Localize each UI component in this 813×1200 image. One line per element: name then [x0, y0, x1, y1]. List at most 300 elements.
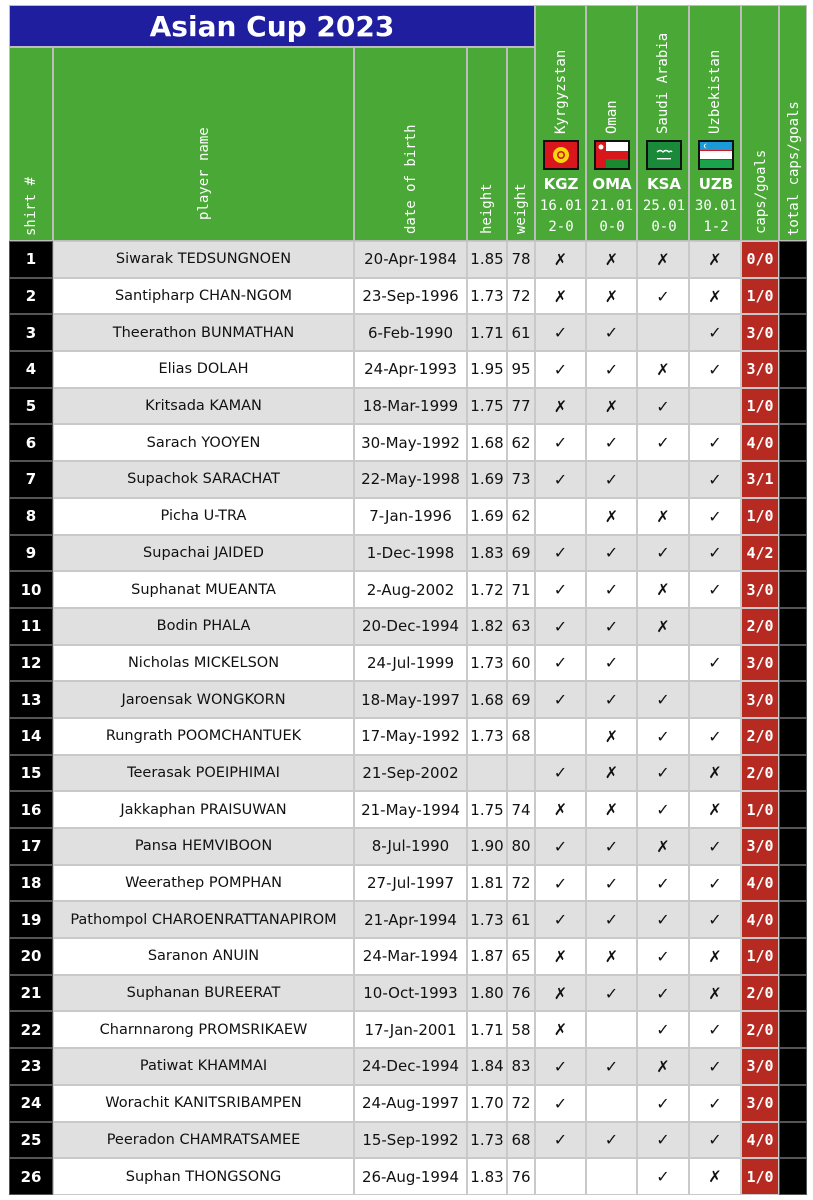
cell-dob: 10-Oct-1993: [354, 975, 467, 1012]
cell-dob: 6-Feb-1990: [354, 314, 467, 351]
cell-caps-goals: 3/0: [741, 351, 779, 388]
header-height-label: height: [479, 183, 495, 234]
cell-weight: 69: [507, 535, 535, 572]
cell-match-oma: ✓: [586, 535, 637, 572]
cell-caps-goals: 3/0: [741, 571, 779, 608]
match-date-oma: 21.01: [590, 198, 634, 214]
cell-match-uzb: ✓: [689, 1085, 741, 1122]
cell-caps-goals: 3/0: [741, 314, 779, 351]
cell-total: [779, 645, 807, 682]
cell-total: [779, 314, 807, 351]
cell-num: 6: [9, 424, 53, 461]
cell-num: 16: [9, 791, 53, 828]
cell-match-oma: ✓: [586, 865, 637, 902]
cell-total: [779, 388, 807, 425]
cell-match-uzb: ✓: [689, 718, 741, 755]
header-dob-label: date of birth: [403, 124, 419, 234]
cell-caps-goals: 2/0: [741, 1011, 779, 1048]
table-row: [9, 571, 807, 608]
cell-match-kgz: ✓: [535, 571, 586, 608]
cell-weight: 62: [507, 424, 535, 461]
cell-match-kgz: [535, 1158, 586, 1195]
cell-dob: 24-Jul-1999: [354, 645, 467, 682]
cell-dob: 24-Apr-1993: [354, 351, 467, 388]
cell-name: Rungrath POOMCHANTUEK: [53, 718, 354, 755]
cell-match-kgz: ✓: [535, 865, 586, 902]
cell-num: 11: [9, 608, 53, 645]
cell-match-kgz: ✓: [535, 1048, 586, 1085]
cell-match-kgz: ✓: [535, 461, 586, 498]
cell-weight: 65: [507, 938, 535, 975]
header-player-name-label: player name: [196, 127, 212, 220]
table-row: [9, 424, 807, 461]
cell-caps-goals: 4/2: [741, 535, 779, 572]
cell-weight: 78: [507, 241, 535, 278]
cell-name: Pansa HEMVIBOON: [53, 828, 354, 865]
cell-caps-goals: 3/0: [741, 645, 779, 682]
cell-name: Sarach YOOYEN: [53, 424, 354, 461]
cell-weight: 68: [507, 718, 535, 755]
cell-caps-goals: 1/0: [741, 278, 779, 315]
cell-match-uzb: ✗: [689, 1158, 741, 1195]
match-code-ksa: KSA: [646, 175, 682, 193]
cell-match-uzb: ✓: [689, 828, 741, 865]
cell-total: [779, 351, 807, 388]
cell-name: Suphanan BUREERAT: [53, 975, 354, 1012]
cell-name: Jakkaphan PRAISUWAN: [53, 791, 354, 828]
cell-total: [779, 1085, 807, 1122]
cell-dob: 7-Jan-1996: [354, 498, 467, 535]
cell-height: 1.75: [467, 388, 507, 425]
cell-match-oma: [586, 1085, 637, 1122]
cell-caps-goals: 1/0: [741, 388, 779, 425]
cell-match-kgz: ✓: [535, 608, 586, 645]
table-row: [9, 1048, 807, 1085]
cell-dob: 21-Sep-2002: [354, 755, 467, 792]
cell-match-ksa: ✓: [637, 791, 689, 828]
cell-match-ksa: ✓: [637, 901, 689, 938]
cell-match-oma: ✗: [586, 718, 637, 755]
cell-match-oma: ✗: [586, 498, 637, 535]
cell-weight: 69: [507, 681, 535, 718]
match-country-oma: Oman: [604, 100, 620, 134]
table-row: [9, 755, 807, 792]
cell-match-oma: ✗: [586, 938, 637, 975]
cell-num: 17: [9, 828, 53, 865]
cell-name: Worachit KANITSRIBAMPEN: [53, 1085, 354, 1122]
cell-height: 1.72: [467, 571, 507, 608]
cell-match-uzb: ✓: [689, 314, 741, 351]
cell-num: 5: [9, 388, 53, 425]
table-row: [9, 975, 807, 1012]
cell-name: Siwarak TEDSUNGNOEN: [53, 241, 354, 278]
cell-match-kgz: ✗: [535, 241, 586, 278]
cell-total: [779, 278, 807, 315]
table-row: [9, 461, 807, 498]
match-score-oma: 0-0: [599, 219, 625, 235]
cell-match-uzb: ✗: [689, 938, 741, 975]
cell-match-oma: ✗: [586, 791, 637, 828]
cell-num: 20: [9, 938, 53, 975]
cell-weight: 80: [507, 828, 535, 865]
cell-total: [779, 718, 807, 755]
cell-match-kgz: ✗: [535, 975, 586, 1012]
cell-num: 24: [9, 1085, 53, 1122]
cell-dob: 2-Aug-2002: [354, 571, 467, 608]
cell-num: 22: [9, 1011, 53, 1048]
squad-table: [9, 5, 807, 1195]
cell-match-oma: ✗: [586, 241, 637, 278]
cell-caps-goals: 4/0: [741, 1122, 779, 1159]
cell-match-uzb: ✗: [689, 791, 741, 828]
cell-match-uzb: ✓: [689, 865, 741, 902]
table-row: [9, 278, 807, 315]
cell-match-uzb: [689, 388, 741, 425]
cell-caps-goals: 2/0: [741, 975, 779, 1012]
cell-weight: 72: [507, 1085, 535, 1122]
cell-num: 13: [9, 681, 53, 718]
cell-match-kgz: ✗: [535, 938, 586, 975]
cell-name: Patiwat KHAMMAI: [53, 1048, 354, 1085]
cell-weight: 72: [507, 278, 535, 315]
cell-match-kgz: ✓: [535, 351, 586, 388]
player-rows: [9, 241, 807, 1195]
cell-weight: 71: [507, 571, 535, 608]
cell-total: [779, 755, 807, 792]
cell-match-oma: ✓: [586, 608, 637, 645]
cell-total: [779, 535, 807, 572]
cell-total: [779, 1011, 807, 1048]
cell-total: [779, 901, 807, 938]
cell-num: 21: [9, 975, 53, 1012]
cell-caps-goals: 3/0: [741, 681, 779, 718]
cell-height: 1.68: [467, 681, 507, 718]
cell-total: [779, 975, 807, 1012]
cell-match-uzb: ✓: [689, 645, 741, 682]
cell-match-ksa: [637, 645, 689, 682]
table-row: [9, 1158, 807, 1195]
cell-match-kgz: ✓: [535, 1085, 586, 1122]
cell-total: [779, 571, 807, 608]
table-row: [9, 1122, 807, 1159]
uzbekistan-flag-icon: [698, 140, 734, 170]
cell-height: 1.90: [467, 828, 507, 865]
cell-match-uzb: [689, 608, 741, 645]
cell-weight: 61: [507, 901, 535, 938]
cell-num: 2: [9, 278, 53, 315]
cell-match-ksa: ✓: [637, 975, 689, 1012]
cell-total: [779, 1158, 807, 1195]
cell-height: [467, 755, 507, 792]
cell-height: 1.87: [467, 938, 507, 975]
cell-caps-goals: 1/0: [741, 1158, 779, 1195]
cell-match-kgz: ✓: [535, 424, 586, 461]
cell-total: [779, 241, 807, 278]
cell-match-kgz: ✓: [535, 314, 586, 351]
cell-caps-goals: 2/0: [741, 608, 779, 645]
table-row: [9, 681, 807, 718]
cell-match-ksa: [637, 314, 689, 351]
cell-height: 1.71: [467, 314, 507, 351]
cell-weight: 68: [507, 1122, 535, 1159]
cell-match-ksa: ✗: [637, 571, 689, 608]
cell-match-ksa: ✗: [637, 828, 689, 865]
cell-dob: 17-Jan-2001: [354, 1011, 467, 1048]
cell-height: 1.80: [467, 975, 507, 1012]
match-score-kgz: 2-0: [548, 219, 574, 235]
cell-caps-goals: 3/1: [741, 461, 779, 498]
cell-dob: 17-May-1992: [354, 718, 467, 755]
cell-dob: 23-Sep-1996: [354, 278, 467, 315]
cell-weight: 60: [507, 645, 535, 682]
match-code-oma: OMA: [592, 175, 632, 193]
cell-caps-goals: 4/0: [741, 424, 779, 461]
cell-total: [779, 828, 807, 865]
cell-match-uzb: ✓: [689, 535, 741, 572]
cell-match-oma: ✓: [586, 314, 637, 351]
cell-match-oma: ✓: [586, 681, 637, 718]
match-code-uzb: UZB: [698, 175, 734, 193]
cell-match-uzb: ✗: [689, 241, 741, 278]
cell-num: 4: [9, 351, 53, 388]
table-title: Asian Cup 2023: [9, 5, 535, 47]
match-date-uzb: 30.01: [694, 198, 738, 214]
header-caps-goals: [741, 5, 779, 241]
match-score-ksa: 0-0: [651, 219, 677, 235]
cell-match-kgz: ✓: [535, 755, 586, 792]
kyrgyzstan-flag-icon: [543, 140, 579, 170]
cell-num: 1: [9, 241, 53, 278]
cell-match-ksa: ✓: [637, 535, 689, 572]
match-header-uzb: [689, 5, 741, 241]
cell-num: 8: [9, 498, 53, 535]
cell-num: 10: [9, 571, 53, 608]
match-code-kgz: KGZ: [543, 175, 579, 193]
cell-dob: 24-Mar-1994: [354, 938, 467, 975]
cell-match-uzb: ✓: [689, 1122, 741, 1159]
cell-height: 1.71: [467, 1011, 507, 1048]
cell-match-oma: [586, 1011, 637, 1048]
cell-match-ksa: ✓: [637, 1011, 689, 1048]
cell-match-ksa: ✗: [637, 351, 689, 388]
cell-caps-goals: 3/0: [741, 828, 779, 865]
cell-caps-goals: 2/0: [741, 718, 779, 755]
table-row: [9, 351, 807, 388]
header-player-name: [53, 47, 354, 241]
cell-dob: 21-May-1994: [354, 791, 467, 828]
match-header-kgz: [535, 5, 586, 241]
cell-match-uzb: ✗: [689, 975, 741, 1012]
match-header-ksa: [637, 5, 689, 241]
cell-height: 1.73: [467, 278, 507, 315]
match-score-uzb: 1-2: [703, 219, 729, 235]
cell-caps-goals: 1/0: [741, 938, 779, 975]
cell-match-uzb: ✓: [689, 1048, 741, 1085]
cell-dob: 21-Apr-1994: [354, 901, 467, 938]
cell-num: 9: [9, 535, 53, 572]
cell-weight: 74: [507, 791, 535, 828]
cell-match-oma: ✓: [586, 351, 637, 388]
cell-dob: 24-Dec-1994: [354, 1048, 467, 1085]
cell-height: 1.85: [467, 241, 507, 278]
header-total-label: total caps/goals: [786, 101, 802, 236]
cell-match-uzb: ✓: [689, 498, 741, 535]
table-row: [9, 241, 807, 278]
cell-match-uzb: [689, 681, 741, 718]
cell-match-uzb: ✗: [689, 755, 741, 792]
table-row: [9, 1011, 807, 1048]
cell-caps-goals: 1/0: [741, 498, 779, 535]
match-header-oma: [586, 5, 637, 241]
cell-height: 1.73: [467, 718, 507, 755]
header-weight-label: weight: [513, 183, 529, 234]
cell-caps-goals: 4/0: [741, 865, 779, 902]
cell-height: 1.84: [467, 1048, 507, 1085]
cell-weight: 63: [507, 608, 535, 645]
cell-dob: 20-Apr-1984: [354, 241, 467, 278]
cell-name: Supachok SARACHAT: [53, 461, 354, 498]
cell-name: Jaroensak WONGKORN: [53, 681, 354, 718]
cell-name: Elias DOLAH: [53, 351, 354, 388]
cell-total: [779, 865, 807, 902]
cell-name: Saranon ANUIN: [53, 938, 354, 975]
cell-name: Kritsada KAMAN: [53, 388, 354, 425]
cell-num: 26: [9, 1158, 53, 1195]
cell-height: 1.70: [467, 1085, 507, 1122]
cell-num: 14: [9, 718, 53, 755]
cell-height: 1.81: [467, 865, 507, 902]
header-weight: [507, 47, 535, 241]
cell-match-ksa: ✓: [637, 718, 689, 755]
cell-match-oma: ✓: [586, 1122, 637, 1159]
cell-height: 1.73: [467, 645, 507, 682]
cell-match-kgz: [535, 718, 586, 755]
cell-name: Teerasak POEIPHIMAI: [53, 755, 354, 792]
cell-match-kgz: [535, 498, 586, 535]
match-date-ksa: 25.01: [642, 198, 686, 214]
cell-name: Picha U-TRA: [53, 498, 354, 535]
cell-height: 1.95: [467, 351, 507, 388]
oman-flag-icon: [594, 140, 630, 170]
cell-match-kgz: ✗: [535, 791, 586, 828]
cell-total: [779, 938, 807, 975]
cell-match-oma: ✗: [586, 388, 637, 425]
cell-match-ksa: ✓: [637, 1122, 689, 1159]
table-row: [9, 1085, 807, 1122]
cell-dob: 18-May-1997: [354, 681, 467, 718]
table-row: [9, 791, 807, 828]
cell-height: 1.69: [467, 461, 507, 498]
table-row: [9, 388, 807, 425]
cell-match-ksa: ✓: [637, 865, 689, 902]
cell-caps-goals: 3/0: [741, 1048, 779, 1085]
table-row: [9, 901, 807, 938]
cell-height: 1.68: [467, 424, 507, 461]
header-caps-goals-label: caps/goals: [753, 149, 769, 234]
cell-match-oma: ✓: [586, 645, 637, 682]
cell-match-ksa: ✓: [637, 1158, 689, 1195]
cell-name: Bodin PHALA: [53, 608, 354, 645]
table-row: [9, 865, 807, 902]
cell-name: Nicholas MICKELSON: [53, 645, 354, 682]
cell-caps-goals: 0/0: [741, 241, 779, 278]
cell-dob: 1-Dec-1998: [354, 535, 467, 572]
cell-weight: 76: [507, 1158, 535, 1195]
header-total: [779, 5, 807, 241]
cell-match-oma: ✓: [586, 828, 637, 865]
cell-match-uzb: ✓: [689, 424, 741, 461]
saudi-arabia-flag-icon: [646, 140, 682, 170]
cell-weight: [507, 755, 535, 792]
cell-num: 23: [9, 1048, 53, 1085]
cell-match-ksa: ✓: [637, 278, 689, 315]
cell-dob: 24-Aug-1997: [354, 1085, 467, 1122]
cell-weight: 58: [507, 1011, 535, 1048]
cell-height: 1.73: [467, 1122, 507, 1159]
match-country-ksa: Saudi Arabia: [655, 32, 671, 134]
cell-match-oma: [586, 1158, 637, 1195]
cell-match-kgz: ✓: [535, 535, 586, 572]
table-row: [9, 608, 807, 645]
cell-weight: 83: [507, 1048, 535, 1085]
cell-num: 15: [9, 755, 53, 792]
cell-total: [779, 791, 807, 828]
cell-match-ksa: [637, 461, 689, 498]
cell-height: 1.75: [467, 791, 507, 828]
match-date-kgz: 16.01: [539, 198, 583, 214]
cell-dob: 8-Jul-1990: [354, 828, 467, 865]
cell-match-kgz: ✓: [535, 645, 586, 682]
cell-match-kgz: ✗: [535, 388, 586, 425]
cell-match-oma: ✓: [586, 424, 637, 461]
cell-height: 1.82: [467, 608, 507, 645]
cell-total: [779, 1122, 807, 1159]
cell-match-ksa: ✓: [637, 938, 689, 975]
header-shirt: [9, 47, 53, 241]
cell-total: [779, 608, 807, 645]
cell-weight: 76: [507, 975, 535, 1012]
header-height: [467, 47, 507, 241]
cell-caps-goals: 3/0: [741, 1085, 779, 1122]
table-row: [9, 498, 807, 535]
cell-num: 18: [9, 865, 53, 902]
cell-total: [779, 461, 807, 498]
cell-match-ksa: ✓: [637, 755, 689, 792]
cell-weight: 61: [507, 314, 535, 351]
cell-num: 19: [9, 901, 53, 938]
cell-match-uzb: ✓: [689, 901, 741, 938]
cell-match-uzb: ✓: [689, 571, 741, 608]
cell-name: Theerathon BUNMATHAN: [53, 314, 354, 351]
table-row: [9, 828, 807, 865]
cell-match-ksa: ✓: [637, 681, 689, 718]
cell-height: 1.83: [467, 535, 507, 572]
cell-match-ksa: ✗: [637, 608, 689, 645]
cell-match-uzb: ✓: [689, 1011, 741, 1048]
cell-match-kgz: ✗: [535, 278, 586, 315]
cell-match-kgz: ✓: [535, 1122, 586, 1159]
cell-name: Pathompol CHAROENRATTANAPIROM: [53, 901, 354, 938]
cell-match-kgz: ✓: [535, 828, 586, 865]
cell-weight: 95: [507, 351, 535, 388]
cell-num: 25: [9, 1122, 53, 1159]
cell-num: 3: [9, 314, 53, 351]
cell-match-oma: ✓: [586, 975, 637, 1012]
header-dob: [354, 47, 467, 241]
cell-match-uzb: ✗: [689, 278, 741, 315]
cell-weight: 62: [507, 498, 535, 535]
cell-num: 12: [9, 645, 53, 682]
